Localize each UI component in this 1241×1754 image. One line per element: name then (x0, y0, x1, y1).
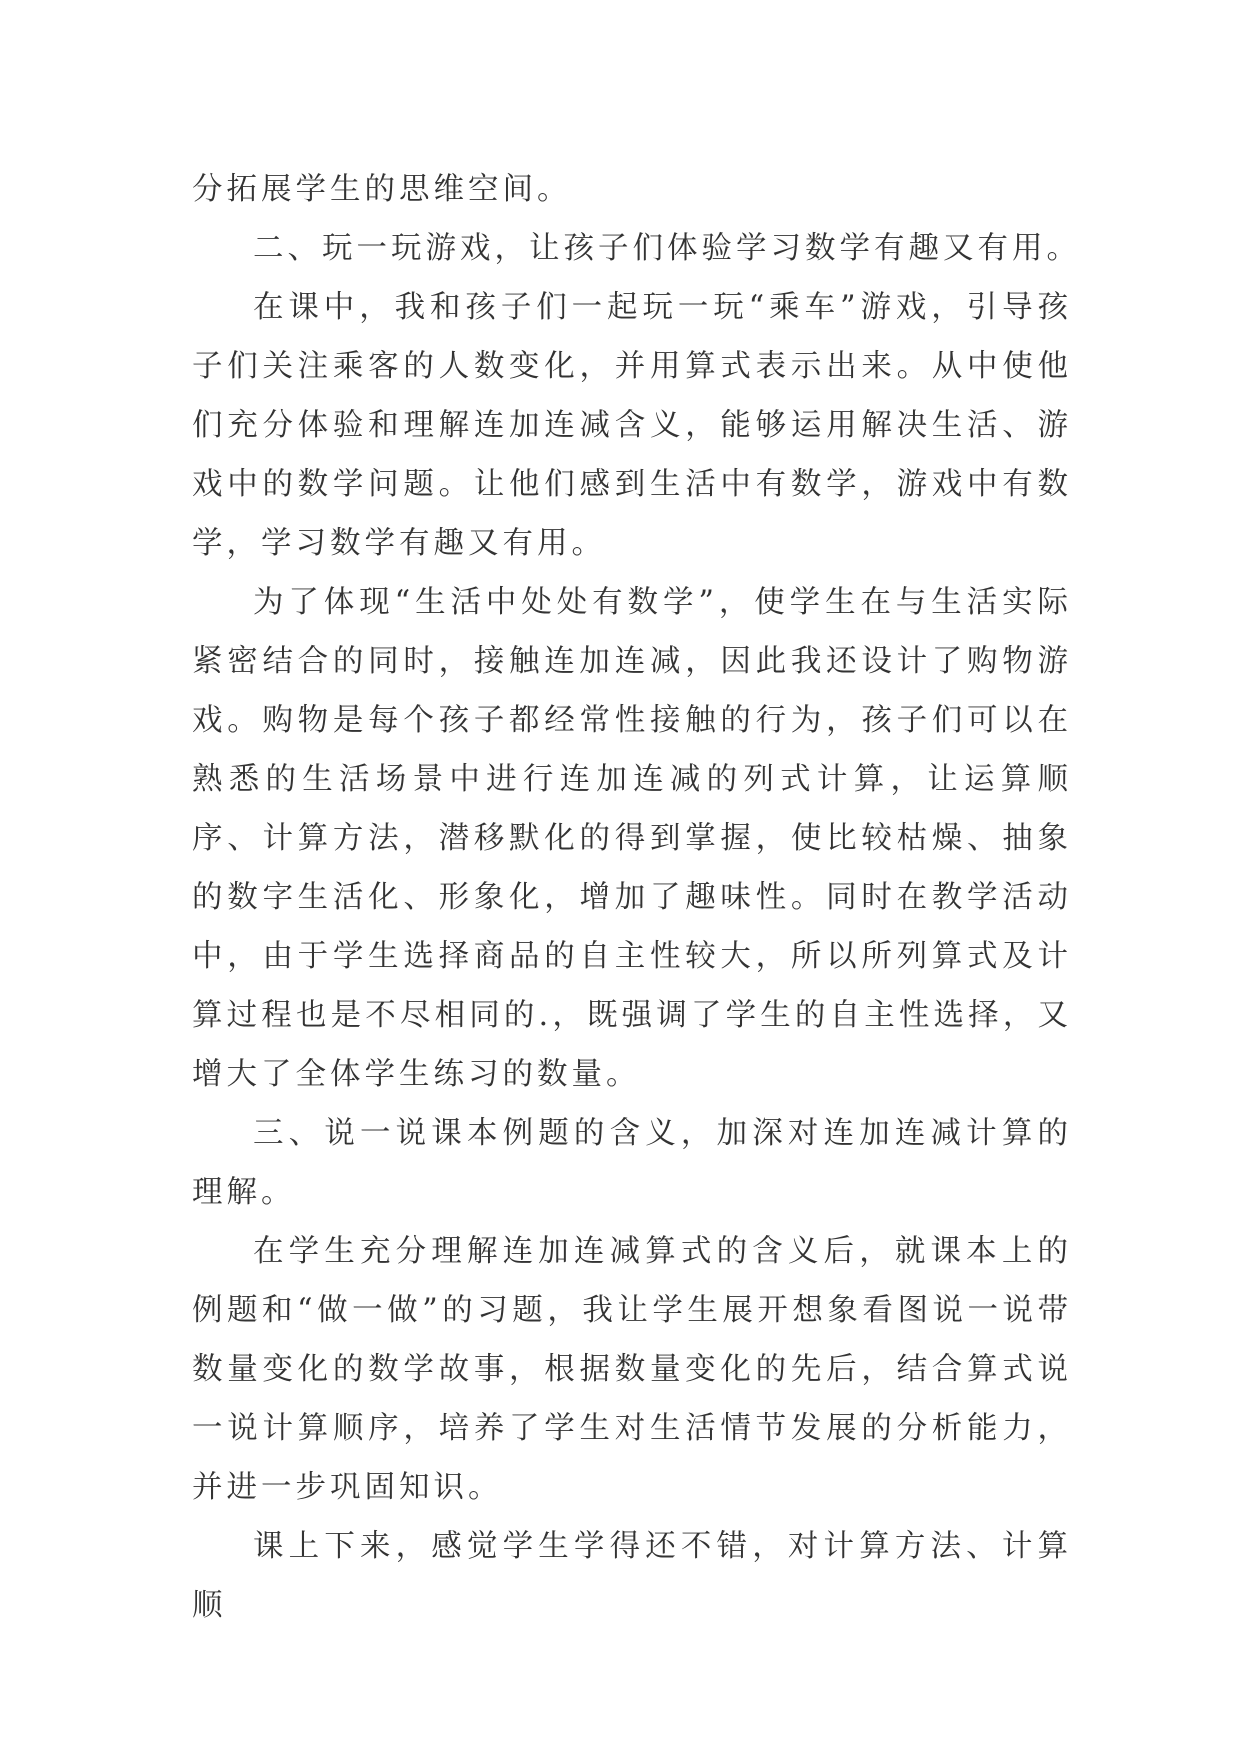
section-heading-2: 二、玩一玩游戏，让孩子们体验学习数学有趣又有用。 (253, 231, 1081, 266)
paragraph-ride-game: 在课中，我和孩子们一起玩一玩“乘车”游戏，引导孩子们关注乘客的人数变化，并用算式表示出来。从中使他们充分体验和理解连加连减含义，能够运用解决生活、游戏中的数学问题。让他们感到生活中有数学，游戏中有数学，学习数学有趣又有用。 (192, 290, 1072, 561)
section-heading-3: 三、说一说课本例题的含义，加深对连加连减计算的理解。 (192, 1116, 1072, 1210)
paragraph-shopping-game: 为了体现“生活中处处有数学”，使学生在与生活实际紧密结合的同时，接触连加连减，因此我还设计了购物游戏。购物是每个孩子都经常性接触的行为，孩子们可以在熟悉的生活场景中进行连加连减的列式计算，让运算顺序、计算方法，潜移默化的得到掌握，使比较枯燥、抽象的数字生活化、形象化，增加了趣味性。同时在教学活动中，由于学生选择商品的自主性较大，所以所列算式及计算过程也是不尽相同的.，既强调了学生的自主性选择，又增大了全体学生练习的数量。 (192, 585, 1072, 1092)
paragraph-reflection: 课上下来，感觉学生学得还不错，对计算方法、计算顺 (192, 1529, 1072, 1623)
paragraph-continuation: 分拓展学生的思维空间。 (192, 172, 572, 207)
document-body (192, 160, 1081, 1635)
paragraph-textbook-examples: 在学生充分理解连加连减算式的含义后，就课本上的例题和“做一做”的习题，我让学生展开想象看图说一说带数量变化的数学故事，根据数量变化的先后，结合算式说一说计算顺序，培养了学生对生活情节发展的分析能力，并进一步巩固知识。 (192, 1234, 1072, 1505)
